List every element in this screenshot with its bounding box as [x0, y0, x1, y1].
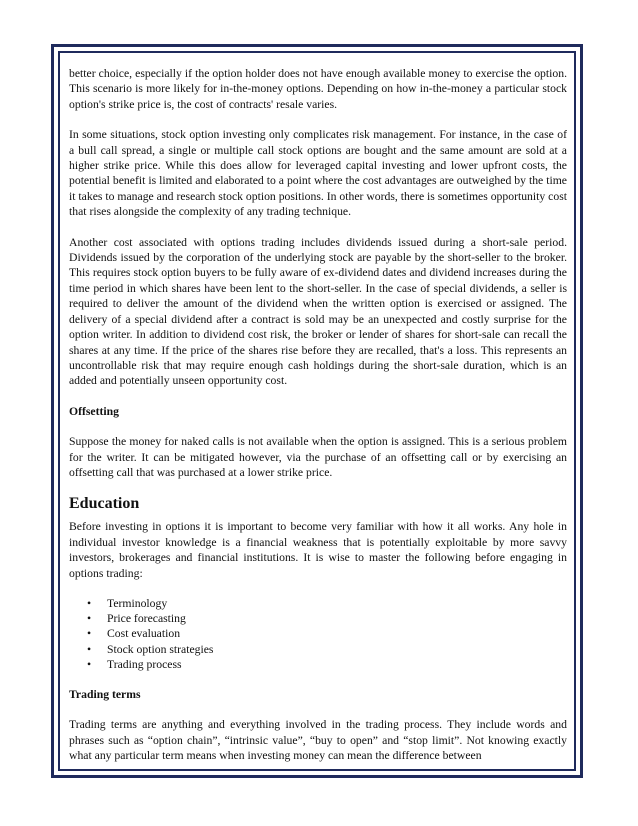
document-body	[69, 66, 567, 766]
heading-education: Education	[69, 495, 140, 513]
heading-trading-terms: Trading terms	[69, 687, 141, 701]
list-item: • Cost evaluation	[69, 626, 567, 641]
heading-offsetting: Offsetting	[69, 404, 119, 418]
paragraph-risk-management: In some situations, stock option investing only complicates risk management. For instance, in the case of a bull call spread, a single or multiple call stock options are bought and the same amount are sold at a higher strike price. While this does allow for leveraged capital investing and lower upfront costs, the potential benefit is limited and elaborated to a point where the cost advantages are outweighed by the time it takes to manage and research stock option positions. In other words, there is sometimes opportunity cost that rises alongside the complexity of any trading technique.	[69, 128, 567, 219]
list-item: • Trading process	[69, 657, 567, 672]
education-topics-list	[69, 596, 567, 672]
paragraph-trading-terms: Trading terms are anything and everything involved in the trading process. They include words and phrases such as “option chain”, “intrinsic value”, “buy to open” and “stop limit”. Not knowing exactly what any particular term means when investing money can mean the difference between	[69, 718, 567, 763]
list-item: • Terminology	[69, 596, 567, 611]
paragraph-option-resale: better choice, especially if the option holder does not have enough available money to exercise the option. This scenario is more likely for in-the-money options. Depending on how in-the-money a particular stock option's strike price is, the cost of contracts' resale varies.	[69, 67, 567, 111]
list-item: • Price forecasting	[69, 611, 567, 626]
paragraph-dividend-costs: Another cost associated with options trading includes dividends issued during a short-sale period. Dividends issued by the corporation of the underlying stock are payable by the short-seller to the broker. This requires stock option buyers to be fully aware of ex-dividend dates and dividend increases during the time period in which shares have been lent to the short-seller. In the case of special dividends, a seller is required to deliver the amount of the dividend when the written option is exercised or assigned. The delivery of a special dividend after a contract is sold may be an unexpected and costly surprise for the option writer. In addition to dividend cost risk, the broker or lender of shares for short-sale can recall the shares at any time. If the price of the shares rise before they are recalled, that's a loss. This represents an uncontrollable risk that may require enough cash holdings during the short-sale duration, which is an added and potentially unseen opportunity cost.	[69, 235, 567, 388]
paragraph-education: Before investing in options it is important to become very familiar with how it all works. Any hole in individual investor knowledge is a financial weakness that is potentially exploitable by more savvy investors, brokerages and financial institutions. It is wise to master the following before engaging in options trading:	[69, 520, 567, 580]
list-item: • Stock option strategies	[69, 642, 567, 657]
paragraph-offsetting: Suppose the money for naked calls is not available when the option is assigned. This is a serious problem for the writer. It can be mitigated however, via the purchase of an offsetting call or by exercising an offsetting call that was purchased at a lower strike price.	[69, 435, 567, 479]
